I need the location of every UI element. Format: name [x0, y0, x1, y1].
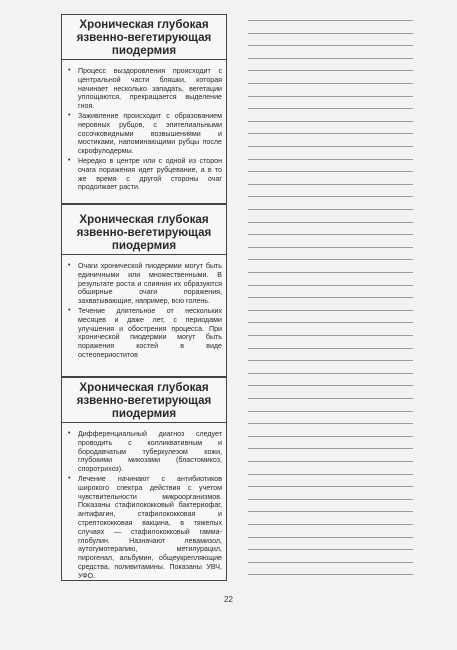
note-line: [248, 58, 413, 59]
note-line: [248, 411, 413, 412]
list-item: • Нередко в центре или с одной из сторон очага поражения идет рубцевание, а в то же время с другой стороны очаг продолжает расти.: [68, 157, 222, 192]
list-item: • Заживление происходит с образованием неровных рубцов, с эпителиальными сосочковидными возвышениями и мостиками, напоминающими рубцы после скрофулодермы.: [68, 112, 222, 156]
note-line: [248, 297, 413, 298]
note-line: [248, 133, 413, 134]
note-line: [248, 348, 413, 349]
note-line: [248, 373, 413, 374]
note-line: [248, 511, 413, 512]
note-line: [248, 146, 413, 147]
note-line: [248, 549, 413, 550]
note-line: [248, 562, 413, 563]
note-line: [248, 121, 413, 122]
note-line: [248, 247, 413, 248]
note-line: [248, 474, 413, 475]
note-line: [248, 159, 413, 160]
note-line: [248, 83, 413, 84]
note-line: [248, 272, 413, 273]
note-line: [248, 524, 413, 525]
note-line: [248, 423, 413, 424]
note-line: [248, 70, 413, 71]
card-1-title: Хроническая глубокая язвенно-вегетирующая пиодермия: [62, 15, 226, 60]
note-line: [248, 574, 413, 575]
note-line: [248, 335, 413, 336]
note-line: [248, 436, 413, 437]
note-line: [248, 360, 413, 361]
note-line: [248, 448, 413, 449]
note-line: [248, 259, 413, 260]
note-line: [248, 486, 413, 487]
note-line: [248, 20, 413, 21]
list-item: • Дифференциальный диагноз следует проводить с колликвативным и бородавчатым туберкулезом кожи, глубокими микозами (бластомикоз, споротрихоз).: [68, 430, 222, 474]
note-line: [248, 209, 413, 210]
card-1-list: [62, 60, 226, 192]
card-1: [61, 14, 227, 204]
note-line: [248, 96, 413, 97]
note-line: [248, 108, 413, 109]
note-line: [248, 499, 413, 500]
note-line: [248, 184, 413, 185]
note-line: [248, 33, 413, 34]
page-number: 22: [224, 595, 233, 604]
note-line: [248, 322, 413, 323]
note-line: [248, 222, 413, 223]
note-line: [248, 537, 413, 538]
note-line: [248, 234, 413, 235]
note-line: [248, 385, 413, 386]
note-line: [248, 196, 413, 197]
card-2-list: [62, 255, 226, 360]
list-item: • Процесс выздоровления происходит с центральной части бляшки, которая начинает несколько западать, вегетации уплощаются, прекращается выделение гноя.: [68, 67, 222, 111]
note-line: [248, 285, 413, 286]
note-line: [248, 461, 413, 462]
card-3-list: [62, 423, 226, 581]
note-line: [248, 171, 413, 172]
card-3: [61, 377, 227, 581]
list-item: • Течение длительное от нескольких месяцев и даже лет, с периодами улучшения и обострения процесса. При хронической пиодермии могут быть поражения костей в виде остеопериоститов: [68, 307, 222, 360]
note-line: [248, 310, 413, 311]
list-item: • Очаги хронической пиодермии могут быть единичными или множественными. В результате роста и слияния их образуются обширные очаги поражения, захватывающие, например, всю голень.: [68, 262, 222, 306]
list-item: • Лечение начинают с антибиотиков широкого спектра действия с учетом чувствительности микроорганизмов. Показаны стафилококковый бактериофаг, антифагин, стафилококковая и стрептококковая вакцина, в тяжелых случаях — стафилококковый гамма-глобулин. Назначают левамизол, аутогумотерапию, метилурацил, пирогенал, альбумин, общеукрепляющие средства, поливитамины. Показаны УВЧ, УФО.: [68, 475, 222, 581]
note-line: [248, 398, 413, 399]
card-2-title: Хроническая глубокая язвенно-вегетирующая пиодермия: [62, 205, 226, 255]
card-3-title: Хроническая глубокая язвенно-вегетирующая пиодермия: [62, 378, 226, 423]
card-2: [61, 204, 227, 377]
note-line: [248, 45, 413, 46]
